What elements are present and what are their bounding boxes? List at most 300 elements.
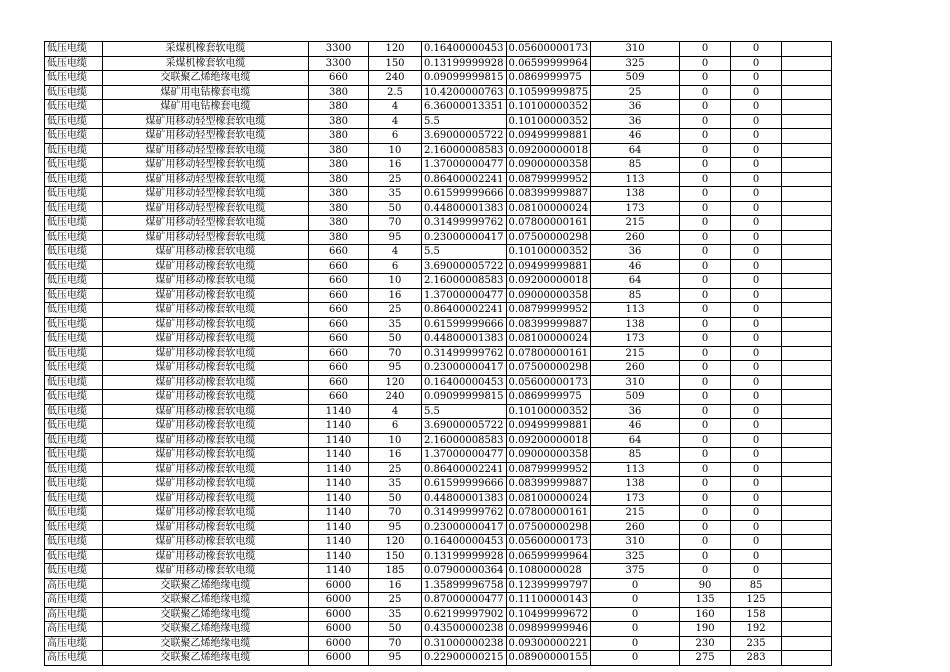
table-row[interactable] <box>45 549 832 564</box>
reactance-cell[interactable]: 0.05600000173 <box>506 375 591 390</box>
table-row[interactable] <box>45 245 832 260</box>
high-voltage-value-a-cell[interactable]: 0 <box>680 564 731 579</box>
reactance-cell[interactable]: 0.08100000024 <box>506 491 591 506</box>
resistance-cell[interactable]: 3.69000005722 <box>422 419 507 434</box>
reactance-cell[interactable]: 0.10599999875 <box>506 85 591 100</box>
resistance-cell[interactable]: 0.86400002241 <box>422 172 507 187</box>
cable-class-cell[interactable]: 低压电缆 <box>45 375 103 390</box>
table-row[interactable] <box>45 230 832 245</box>
high-voltage-value-b-cell[interactable]: 235 <box>731 636 782 651</box>
reactance-cell[interactable]: 0.10100000352 <box>506 404 591 419</box>
current-capacity-cell[interactable]: 46 <box>591 129 680 144</box>
cable-class-cell[interactable]: 低压电缆 <box>45 419 103 434</box>
high-voltage-value-a-cell[interactable]: 0 <box>680 85 731 100</box>
current-capacity-cell[interactable]: 85 <box>591 158 680 173</box>
cable-class-cell[interactable]: 低压电缆 <box>45 346 103 361</box>
cable-model-cell[interactable]: 煤矿用移动轻型橡套软电缆 <box>103 129 309 144</box>
high-voltage-value-b-cell[interactable]: 0 <box>731 288 782 303</box>
cable-model-cell[interactable]: 交联聚乙烯绝缘电缆 <box>103 71 309 86</box>
cable-model-cell[interactable]: 交联聚乙烯绝缘电缆 <box>103 622 309 637</box>
high-voltage-value-b-cell[interactable]: 0 <box>731 375 782 390</box>
voltage-cell[interactable]: 6000 <box>309 593 369 608</box>
voltage-cell[interactable]: 380 <box>309 216 369 231</box>
blank-cell[interactable] <box>782 520 832 535</box>
high-voltage-value-a-cell[interactable]: 0 <box>680 129 731 144</box>
current-capacity-cell[interactable]: 64 <box>591 143 680 158</box>
resistance-cell[interactable]: 0.09099999815 <box>422 71 507 86</box>
current-capacity-cell[interactable]: 0 <box>591 578 680 593</box>
high-voltage-value-b-cell[interactable]: 0 <box>731 201 782 216</box>
cable-class-cell[interactable]: 低压电缆 <box>45 245 103 260</box>
cable-class-cell[interactable]: 低压电缆 <box>45 361 103 376</box>
blank-cell[interactable] <box>782 448 832 463</box>
blank-cell[interactable] <box>782 593 832 608</box>
cable-model-cell[interactable]: 煤矿用移动轻型橡套软电缆 <box>103 143 309 158</box>
cable-model-cell[interactable]: 交联聚乙烯绝缘电缆 <box>103 607 309 622</box>
cross-section-cell[interactable]: 70 <box>369 216 422 231</box>
current-capacity-cell[interactable]: 509 <box>591 390 680 405</box>
cross-section-cell[interactable]: 4 <box>369 404 422 419</box>
blank-cell[interactable] <box>782 187 832 202</box>
voltage-cell[interactable]: 380 <box>309 143 369 158</box>
reactance-cell[interactable]: 0.0869999975 <box>506 390 591 405</box>
high-voltage-value-b-cell[interactable]: 0 <box>731 535 782 550</box>
table-row[interactable] <box>45 42 832 57</box>
cross-section-cell[interactable]: 95 <box>369 230 422 245</box>
high-voltage-value-a-cell[interactable]: 0 <box>680 56 731 71</box>
voltage-cell[interactable]: 1140 <box>309 448 369 463</box>
cable-class-cell[interactable]: 低压电缆 <box>45 187 103 202</box>
voltage-cell[interactable]: 6000 <box>309 636 369 651</box>
high-voltage-value-b-cell[interactable]: 0 <box>731 114 782 129</box>
cable-class-cell[interactable]: 低压电缆 <box>45 42 103 57</box>
table-row[interactable] <box>45 491 832 506</box>
high-voltage-value-b-cell[interactable]: 0 <box>731 56 782 71</box>
high-voltage-value-b-cell[interactable]: 0 <box>731 390 782 405</box>
blank-cell[interactable] <box>782 390 832 405</box>
reactance-cell[interactable]: 0.08100000024 <box>506 332 591 347</box>
high-voltage-value-a-cell[interactable]: 0 <box>680 259 731 274</box>
cross-section-cell[interactable]: 6 <box>369 419 422 434</box>
high-voltage-value-b-cell[interactable]: 0 <box>731 230 782 245</box>
high-voltage-value-b-cell[interactable]: 0 <box>731 433 782 448</box>
cable-class-cell[interactable]: 低压电缆 <box>45 390 103 405</box>
table-row[interactable] <box>45 361 832 376</box>
cable-class-cell[interactable]: 低压电缆 <box>45 56 103 71</box>
current-capacity-cell[interactable]: 173 <box>591 491 680 506</box>
cable-model-cell[interactable]: 交联聚乙烯绝缘电缆 <box>103 636 309 651</box>
high-voltage-value-b-cell[interactable]: 0 <box>731 85 782 100</box>
high-voltage-value-a-cell[interactable]: 275 <box>680 651 731 666</box>
voltage-cell[interactable]: 1140 <box>309 433 369 448</box>
blank-cell[interactable] <box>782 433 832 448</box>
cross-section-cell[interactable]: 6 <box>369 259 422 274</box>
cable-class-cell[interactable]: 高压电缆 <box>45 651 103 666</box>
current-capacity-cell[interactable]: 46 <box>591 419 680 434</box>
blank-cell[interactable] <box>782 419 832 434</box>
cross-section-cell[interactable]: 4 <box>369 100 422 115</box>
high-voltage-value-a-cell[interactable]: 190 <box>680 622 731 637</box>
cable-class-cell[interactable]: 高压电缆 <box>45 593 103 608</box>
cross-section-cell[interactable]: 25 <box>369 462 422 477</box>
cross-section-cell[interactable]: 240 <box>369 71 422 86</box>
cable-class-cell[interactable]: 低压电缆 <box>45 129 103 144</box>
cross-section-cell[interactable]: 35 <box>369 317 422 332</box>
cross-section-cell[interactable]: 16 <box>369 578 422 593</box>
resistance-cell[interactable]: 0.43500000238 <box>422 622 507 637</box>
cable-model-cell[interactable]: 煤矿用移动橡套软电缆 <box>103 274 309 289</box>
cross-section-cell[interactable]: 10 <box>369 274 422 289</box>
table-row[interactable] <box>45 506 832 521</box>
high-voltage-value-a-cell[interactable]: 0 <box>680 346 731 361</box>
cross-section-cell[interactable]: 6 <box>369 129 422 144</box>
voltage-cell[interactable]: 380 <box>309 114 369 129</box>
blank-cell[interactable] <box>782 535 832 550</box>
voltage-cell[interactable]: 6000 <box>309 578 369 593</box>
high-voltage-value-b-cell[interactable]: 0 <box>731 42 782 57</box>
current-capacity-cell[interactable]: 173 <box>591 201 680 216</box>
cable-class-cell[interactable]: 低压电缆 <box>45 201 103 216</box>
high-voltage-value-a-cell[interactable]: 0 <box>680 375 731 390</box>
resistance-cell[interactable]: 0.07900000364 <box>422 564 507 579</box>
voltage-cell[interactable]: 660 <box>309 71 369 86</box>
resistance-cell[interactable]: 0.22900000215 <box>422 651 507 666</box>
reactance-cell[interactable]: 0.06599999964 <box>506 56 591 71</box>
cable-model-cell[interactable]: 煤矿用移动轻型橡套软电缆 <box>103 230 309 245</box>
high-voltage-value-b-cell[interactable]: 283 <box>731 651 782 666</box>
cable-class-cell[interactable]: 低压电缆 <box>45 172 103 187</box>
table-row[interactable] <box>45 636 832 651</box>
current-capacity-cell[interactable]: 215 <box>591 346 680 361</box>
blank-cell[interactable] <box>782 317 832 332</box>
blank-cell[interactable] <box>782 201 832 216</box>
reactance-cell[interactable]: 0.1080000028 <box>506 564 591 579</box>
cross-section-cell[interactable]: 25 <box>369 303 422 318</box>
cable-model-cell[interactable]: 煤矿用移动橡套软电缆 <box>103 520 309 535</box>
blank-cell[interactable] <box>782 549 832 564</box>
cable-class-cell[interactable]: 低压电缆 <box>45 143 103 158</box>
current-capacity-cell[interactable]: 85 <box>591 288 680 303</box>
cable-class-cell[interactable]: 高压电缆 <box>45 607 103 622</box>
voltage-cell[interactable]: 660 <box>309 390 369 405</box>
high-voltage-value-a-cell[interactable]: 0 <box>680 462 731 477</box>
voltage-cell[interactable]: 380 <box>309 172 369 187</box>
table-row[interactable] <box>45 448 832 463</box>
cross-section-cell[interactable]: 70 <box>369 346 422 361</box>
cross-section-cell[interactable]: 4 <box>369 114 422 129</box>
high-voltage-value-b-cell[interactable]: 0 <box>731 71 782 86</box>
voltage-cell[interactable]: 660 <box>309 332 369 347</box>
current-capacity-cell[interactable]: 325 <box>591 549 680 564</box>
current-capacity-cell[interactable]: 64 <box>591 433 680 448</box>
reactance-cell[interactable]: 0.07800000161 <box>506 216 591 231</box>
cable-class-cell[interactable]: 低压电缆 <box>45 274 103 289</box>
current-capacity-cell[interactable]: 36 <box>591 245 680 260</box>
blank-cell[interactable] <box>782 143 832 158</box>
high-voltage-value-a-cell[interactable]: 0 <box>680 274 731 289</box>
cable-model-cell[interactable]: 煤矿用移动橡套软电缆 <box>103 448 309 463</box>
table-row[interactable] <box>45 158 832 173</box>
cable-model-cell[interactable]: 煤矿用移动橡套软电缆 <box>103 477 309 492</box>
blank-cell[interactable] <box>782 85 832 100</box>
reactance-cell[interactable]: 0.10100000352 <box>506 114 591 129</box>
current-capacity-cell[interactable]: 325 <box>591 56 680 71</box>
blank-cell[interactable] <box>782 129 832 144</box>
reactance-cell[interactable]: 0.07500000298 <box>506 230 591 245</box>
voltage-cell[interactable]: 1140 <box>309 477 369 492</box>
cable-class-cell[interactable]: 低压电缆 <box>45 216 103 231</box>
reactance-cell[interactable]: 0.08399999887 <box>506 317 591 332</box>
voltage-cell[interactable]: 3300 <box>309 56 369 71</box>
blank-cell[interactable] <box>782 274 832 289</box>
voltage-cell[interactable]: 380 <box>309 158 369 173</box>
cable-model-cell[interactable]: 煤矿用移动橡套软电缆 <box>103 303 309 318</box>
voltage-cell[interactable]: 1140 <box>309 404 369 419</box>
reactance-cell[interactable]: 0.09200000018 <box>506 433 591 448</box>
blank-cell[interactable] <box>782 361 832 376</box>
high-voltage-value-b-cell[interactable]: 0 <box>731 404 782 419</box>
cable-class-cell[interactable]: 高压电缆 <box>45 622 103 637</box>
cross-section-cell[interactable]: 150 <box>369 549 422 564</box>
reactance-cell[interactable]: 0.06599999964 <box>506 549 591 564</box>
resistance-cell[interactable]: 0.31499999762 <box>422 346 507 361</box>
voltage-cell[interactable]: 1140 <box>309 535 369 550</box>
reactance-cell[interactable]: 0.09499999881 <box>506 259 591 274</box>
reactance-cell[interactable]: 0.09000000358 <box>506 448 591 463</box>
cable-class-cell[interactable]: 低压电缆 <box>45 158 103 173</box>
high-voltage-value-b-cell[interactable]: 0 <box>731 549 782 564</box>
cable-model-cell[interactable]: 煤矿用移动橡套软电缆 <box>103 346 309 361</box>
high-voltage-value-a-cell[interactable]: 0 <box>680 520 731 535</box>
current-capacity-cell[interactable]: 260 <box>591 361 680 376</box>
high-voltage-value-a-cell[interactable]: 0 <box>680 317 731 332</box>
blank-cell[interactable] <box>782 564 832 579</box>
reactance-cell[interactable]: 0.09499999881 <box>506 129 591 144</box>
current-capacity-cell[interactable]: 375 <box>591 564 680 579</box>
blank-cell[interactable] <box>782 607 832 622</box>
cable-class-cell[interactable]: 低压电缆 <box>45 230 103 245</box>
cable-model-cell[interactable]: 煤矿用移动橡套软电缆 <box>103 433 309 448</box>
voltage-cell[interactable]: 660 <box>309 288 369 303</box>
high-voltage-value-b-cell[interactable]: 0 <box>731 491 782 506</box>
table-row[interactable] <box>45 143 832 158</box>
cross-section-cell[interactable]: 95 <box>369 651 422 666</box>
blank-cell[interactable] <box>782 230 832 245</box>
reactance-cell[interactable]: 0.07800000161 <box>506 346 591 361</box>
high-voltage-value-a-cell[interactable]: 0 <box>680 114 731 129</box>
cable-model-cell[interactable]: 煤矿用移动轻型橡套软电缆 <box>103 114 309 129</box>
reactance-cell[interactable]: 0.08799999952 <box>506 303 591 318</box>
blank-cell[interactable] <box>782 259 832 274</box>
blank-cell[interactable] <box>782 462 832 477</box>
cable-class-cell[interactable]: 低压电缆 <box>45 462 103 477</box>
cable-class-cell[interactable]: 低压电缆 <box>45 564 103 579</box>
high-voltage-value-a-cell[interactable]: 0 <box>680 100 731 115</box>
voltage-cell[interactable]: 380 <box>309 85 369 100</box>
reactance-cell[interactable]: 0.08799999952 <box>506 172 591 187</box>
current-capacity-cell[interactable]: 310 <box>591 42 680 57</box>
table-row[interactable] <box>45 114 832 129</box>
cable-model-cell[interactable]: 采煤机橡套软电缆 <box>103 56 309 71</box>
resistance-cell[interactable]: 0.31499999762 <box>422 216 507 231</box>
high-voltage-value-b-cell[interactable]: 0 <box>731 317 782 332</box>
voltage-cell[interactable]: 660 <box>309 346 369 361</box>
reactance-cell[interactable]: 0.07800000161 <box>506 506 591 521</box>
cable-class-cell[interactable]: 低压电缆 <box>45 317 103 332</box>
high-voltage-value-a-cell[interactable]: 0 <box>680 433 731 448</box>
cable-model-cell[interactable]: 煤矿用移动橡套软电缆 <box>103 317 309 332</box>
reactance-cell[interactable]: 0.09000000358 <box>506 158 591 173</box>
table-row[interactable] <box>45 100 832 115</box>
voltage-cell[interactable]: 6000 <box>309 622 369 637</box>
blank-cell[interactable] <box>782 172 832 187</box>
blank-cell[interactable] <box>782 71 832 86</box>
blank-cell[interactable] <box>782 158 832 173</box>
current-capacity-cell[interactable]: 310 <box>591 535 680 550</box>
high-voltage-value-a-cell[interactable]: 0 <box>680 288 731 303</box>
resistance-cell[interactable]: 0.23000000417 <box>422 230 507 245</box>
resistance-cell[interactable]: 3.69000005722 <box>422 259 507 274</box>
blank-cell[interactable] <box>782 622 832 637</box>
table-row[interactable] <box>45 593 832 608</box>
cable-model-cell[interactable]: 煤矿用移动橡套软电缆 <box>103 506 309 521</box>
cable-model-cell[interactable]: 煤矿用移动橡套软电缆 <box>103 549 309 564</box>
table-row[interactable] <box>45 71 832 86</box>
cable-model-cell[interactable]: 煤矿用移动橡套软电缆 <box>103 462 309 477</box>
cable-model-cell[interactable]: 煤矿用移动橡套软电缆 <box>103 375 309 390</box>
high-voltage-value-b-cell[interactable]: 158 <box>731 607 782 622</box>
resistance-cell[interactable]: 0.13199999928 <box>422 549 507 564</box>
high-voltage-value-a-cell[interactable]: 90 <box>680 578 731 593</box>
cable-model-cell[interactable]: 煤矿用移动橡套软电缆 <box>103 332 309 347</box>
cable-model-cell[interactable]: 煤矿用移动轻型橡套软电缆 <box>103 187 309 202</box>
current-capacity-cell[interactable]: 113 <box>591 172 680 187</box>
cross-section-cell[interactable]: 185 <box>369 564 422 579</box>
high-voltage-value-a-cell[interactable]: 0 <box>680 448 731 463</box>
cable-class-cell[interactable]: 低压电缆 <box>45 100 103 115</box>
table-row[interactable] <box>45 56 832 71</box>
cable-model-cell[interactable]: 交联聚乙烯绝缘电缆 <box>103 578 309 593</box>
cable-class-cell[interactable]: 低压电缆 <box>45 404 103 419</box>
cable-model-cell[interactable]: 煤矿用移动橡套软电缆 <box>103 390 309 405</box>
reactance-cell[interactable]: 0.09000000358 <box>506 288 591 303</box>
voltage-cell[interactable]: 6000 <box>309 651 369 666</box>
reactance-cell[interactable]: 0.09200000018 <box>506 143 591 158</box>
voltage-cell[interactable]: 660 <box>309 303 369 318</box>
cable-model-cell[interactable]: 煤矿用移动橡套软电缆 <box>103 404 309 419</box>
cable-class-cell[interactable]: 低压电缆 <box>45 433 103 448</box>
table-row[interactable] <box>45 477 832 492</box>
high-voltage-value-b-cell[interactable]: 0 <box>731 564 782 579</box>
high-voltage-value-a-cell[interactable]: 0 <box>680 390 731 405</box>
table-row[interactable] <box>45 201 832 216</box>
resistance-cell[interactable]: 0.13199999928 <box>422 56 507 71</box>
voltage-cell[interactable]: 380 <box>309 230 369 245</box>
resistance-cell[interactable]: 0.16400000453 <box>422 535 507 550</box>
high-voltage-value-a-cell[interactable]: 0 <box>680 187 731 202</box>
high-voltage-value-b-cell[interactable]: 0 <box>731 245 782 260</box>
high-voltage-value-a-cell[interactable]: 0 <box>680 216 731 231</box>
table-row[interactable] <box>45 288 832 303</box>
resistance-cell[interactable]: 2.16000008583 <box>422 274 507 289</box>
voltage-cell[interactable]: 6000 <box>309 607 369 622</box>
current-capacity-cell[interactable]: 46 <box>591 259 680 274</box>
high-voltage-value-b-cell[interactable]: 0 <box>731 448 782 463</box>
reactance-cell[interactable]: 0.08399999887 <box>506 187 591 202</box>
cable-model-cell[interactable]: 煤矿用移动橡套软电缆 <box>103 361 309 376</box>
resistance-cell[interactable]: 0.87000000477 <box>422 593 507 608</box>
high-voltage-value-a-cell[interactable]: 0 <box>680 491 731 506</box>
reactance-cell[interactable]: 0.08399999887 <box>506 477 591 492</box>
high-voltage-value-b-cell[interactable]: 0 <box>731 520 782 535</box>
cable-class-cell[interactable]: 高压电缆 <box>45 578 103 593</box>
high-voltage-value-a-cell[interactable]: 160 <box>680 607 731 622</box>
cable-model-cell[interactable]: 采煤机橡套软电缆 <box>103 42 309 57</box>
voltage-cell[interactable]: 380 <box>309 129 369 144</box>
resistance-cell[interactable]: 2.16000008583 <box>422 433 507 448</box>
blank-cell[interactable] <box>782 375 832 390</box>
cross-section-cell[interactable]: 4 <box>369 245 422 260</box>
blank-cell[interactable] <box>782 506 832 521</box>
voltage-cell[interactable]: 380 <box>309 187 369 202</box>
blank-cell[interactable] <box>782 114 832 129</box>
high-voltage-value-a-cell[interactable]: 0 <box>680 419 731 434</box>
table-row[interactable] <box>45 259 832 274</box>
blank-cell[interactable] <box>782 491 832 506</box>
reactance-cell[interactable]: 0.05600000173 <box>506 42 591 57</box>
current-capacity-cell[interactable]: 36 <box>591 114 680 129</box>
voltage-cell[interactable]: 380 <box>309 201 369 216</box>
cable-class-cell[interactable]: 低压电缆 <box>45 491 103 506</box>
current-capacity-cell[interactable]: 64 <box>591 274 680 289</box>
table-row[interactable] <box>45 622 832 637</box>
cross-section-cell[interactable]: 10 <box>369 143 422 158</box>
resistance-cell[interactable]: 10.4200000763 <box>422 85 507 100</box>
high-voltage-value-a-cell[interactable]: 0 <box>680 477 731 492</box>
cross-section-cell[interactable]: 70 <box>369 506 422 521</box>
resistance-cell[interactable]: 0.44800001383 <box>422 491 507 506</box>
current-capacity-cell[interactable]: 113 <box>591 462 680 477</box>
high-voltage-value-a-cell[interactable]: 0 <box>680 361 731 376</box>
high-voltage-value-b-cell[interactable]: 0 <box>731 303 782 318</box>
cable-model-cell[interactable]: 煤矿用移动橡套软电缆 <box>103 535 309 550</box>
current-capacity-cell[interactable]: 138 <box>591 187 680 202</box>
resistance-cell[interactable]: 5.5 <box>422 114 507 129</box>
cable-model-cell[interactable]: 煤矿用移动轻型橡套软电缆 <box>103 158 309 173</box>
blank-cell[interactable] <box>782 245 832 260</box>
blank-cell[interactable] <box>782 303 832 318</box>
table-row[interactable] <box>45 404 832 419</box>
cross-section-cell[interactable]: 35 <box>369 607 422 622</box>
blank-cell[interactable] <box>782 288 832 303</box>
table-row[interactable] <box>45 651 832 666</box>
blank-cell[interactable] <box>782 578 832 593</box>
cross-section-cell[interactable]: 50 <box>369 622 422 637</box>
high-voltage-value-a-cell[interactable]: 0 <box>680 201 731 216</box>
cross-section-cell[interactable]: 95 <box>369 361 422 376</box>
high-voltage-value-b-cell[interactable]: 0 <box>731 216 782 231</box>
cable-model-cell[interactable]: 交联聚乙烯绝缘电缆 <box>103 651 309 666</box>
high-voltage-value-a-cell[interactable]: 0 <box>680 143 731 158</box>
resistance-cell[interactable]: 0.31499999762 <box>422 506 507 521</box>
reactance-cell[interactable]: 0.09200000018 <box>506 274 591 289</box>
cross-section-cell[interactable]: 95 <box>369 520 422 535</box>
cable-model-cell[interactable]: 煤矿用移动橡套软电缆 <box>103 245 309 260</box>
reactance-cell[interactable]: 0.07500000298 <box>506 361 591 376</box>
high-voltage-value-b-cell[interactable]: 0 <box>731 477 782 492</box>
high-voltage-value-b-cell[interactable]: 0 <box>731 346 782 361</box>
cross-section-cell[interactable]: 70 <box>369 636 422 651</box>
